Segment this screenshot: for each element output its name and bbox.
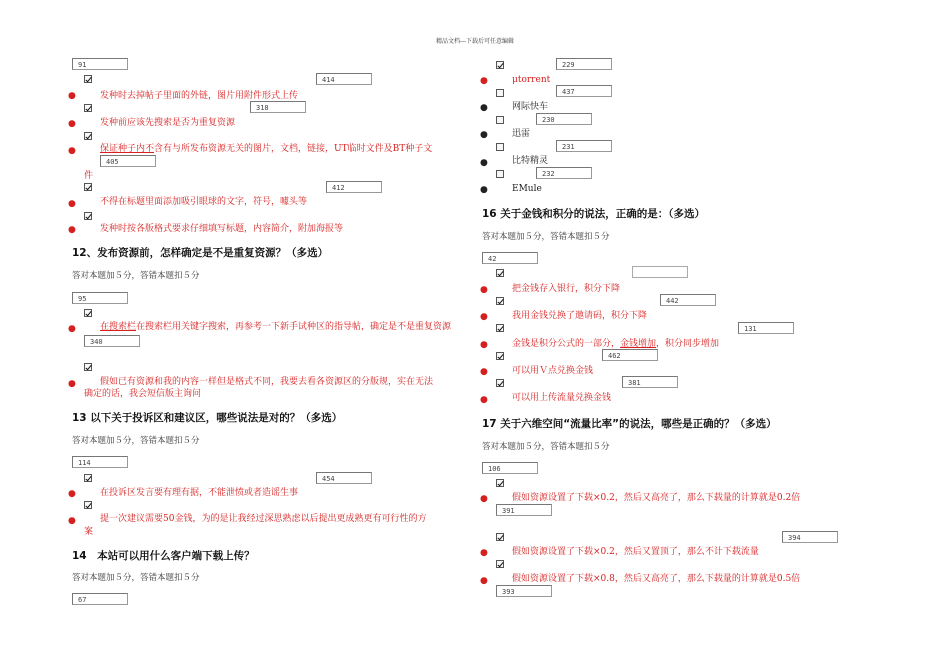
- bullet-icon: ●: [480, 130, 488, 140]
- bullet-icon: ●: [480, 576, 488, 586]
- checkbox[interactable]: [496, 170, 504, 178]
- answer-box[interactable]: 91: [72, 58, 128, 70]
- bullet-icon: ●: [68, 119, 76, 129]
- bullet-icon: ●: [480, 367, 488, 377]
- option-text: 金钱是积分公式的一部分，金钱增加，积分同步增加: [512, 339, 720, 349]
- answer-box[interactable]: 95: [72, 292, 128, 304]
- checkbox[interactable]: [496, 560, 504, 568]
- option-text: 提一次建议需要50金钱，为的是让我经过深思熟虑以后提出更成熟更有可行性的方: [100, 514, 427, 524]
- checkbox[interactable]: [496, 116, 504, 124]
- answer-box[interactable]: 42: [482, 252, 538, 264]
- checkbox[interactable]: [84, 183, 92, 191]
- answer-box[interactable]: 67: [72, 593, 128, 605]
- bullet-icon: ●: [480, 76, 488, 86]
- option-text: 网际快车: [512, 102, 549, 112]
- answer-box[interactable]: 454: [316, 472, 372, 484]
- bullet-icon: ●: [68, 199, 76, 209]
- answer-box[interactable]: 381: [622, 376, 678, 388]
- option-text: μtorrent: [512, 75, 551, 85]
- question-title: 13 以下关于投诉区和建议区，哪些说法是对的？（多选）: [72, 412, 343, 424]
- answer-box[interactable]: [632, 266, 688, 278]
- answer-box[interactable]: 318: [250, 101, 306, 113]
- checkbox[interactable]: [84, 309, 92, 317]
- checkbox[interactable]: [496, 89, 504, 97]
- option-text: EMule: [512, 184, 542, 194]
- answer-box[interactable]: 131: [738, 322, 794, 334]
- question-title: 12、发布资源前，怎样确定是不是重复资源？（多选）: [72, 247, 329, 259]
- answer-box[interactable]: 231: [556, 140, 612, 152]
- checkbox[interactable]: [84, 474, 92, 482]
- bullet-icon: ●: [480, 548, 488, 558]
- answer-box[interactable]: 391: [496, 504, 552, 516]
- document-header: 精品文档---下载后可任意编辑: [435, 38, 515, 45]
- answer-box[interactable]: 462: [602, 349, 658, 361]
- score-text: 答对本题加５分，答错本题扣５分: [72, 436, 200, 446]
- score-text: 答对本题加５分，答错本题扣５分: [482, 442, 610, 452]
- checkbox[interactable]: [496, 533, 504, 541]
- bullet-icon: ●: [68, 324, 76, 334]
- checkbox[interactable]: [496, 324, 504, 332]
- answer-box[interactable]: 437: [556, 85, 612, 97]
- bullet-icon: ●: [480, 285, 488, 295]
- answer-box[interactable]: 106: [482, 462, 538, 474]
- score-text: 答对本题加５分，答错本题扣５分: [482, 232, 610, 242]
- bullet-icon: ●: [480, 185, 488, 195]
- option-text: 假如资源设置了下载×0.8，然后又高亮了，那么下载量的计算就是0.5倍: [512, 574, 801, 584]
- bullet-icon: ●: [68, 489, 76, 499]
- checkbox[interactable]: [496, 352, 504, 360]
- option-text: 把金钱存入银行，积分下降: [512, 284, 621, 294]
- option-text: 可以用上传流量兑换金钱: [512, 393, 612, 403]
- checkbox[interactable]: [496, 269, 504, 277]
- option-text: 发种时去掉帖子里面的外链，图片用附件形式上传: [100, 91, 299, 101]
- question-title: 16 关于金钱和积分的说法，正确的是：（多选）: [482, 208, 706, 220]
- option-text: 确定的话，我会短信版主询问: [84, 389, 202, 399]
- answer-box[interactable]: 229: [556, 58, 612, 70]
- answer-box[interactable]: 393: [496, 585, 552, 597]
- bullet-icon: ●: [480, 494, 488, 504]
- question-title: 17 关于六维空间“流量比率”的说法，哪些是正确的？（多选）: [482, 418, 777, 430]
- score-text: 答对本题加５分，答错本题扣５分: [72, 271, 200, 281]
- checkbox[interactable]: [496, 479, 504, 487]
- option-text: 发种前应该先搜索是否为重复资源: [100, 118, 236, 128]
- bullet-icon: ●: [480, 103, 488, 113]
- answer-box[interactable]: 232: [536, 167, 592, 179]
- option-text: 可以用Ｖ点兑换金钱: [512, 366, 594, 376]
- checkbox[interactable]: [496, 143, 504, 151]
- bullet-icon: ●: [68, 91, 76, 101]
- answer-box[interactable]: 340: [84, 335, 140, 347]
- option-text: 发种时按各版格式要求仔细填写标题，内容简介，附加海报等: [100, 224, 344, 234]
- bullet-icon: ●: [480, 158, 488, 168]
- answer-box[interactable]: 442: [660, 294, 716, 306]
- bullet-icon: ●: [68, 379, 76, 389]
- checkbox[interactable]: [84, 363, 92, 371]
- answer-box[interactable]: 394: [782, 531, 838, 543]
- checkbox[interactable]: [84, 132, 92, 140]
- option-text: 假如已有资源和我的内容一样但是格式不同，我要去看各资源区的分版规，实在无法: [100, 377, 434, 387]
- option-text: 假如资源设置了下载×0.2，然后又高亮了，那么下载量的计算就是0.2倍: [512, 493, 801, 503]
- answer-box[interactable]: 114: [72, 456, 128, 468]
- bullet-icon: ●: [68, 516, 76, 526]
- checkbox[interactable]: [496, 379, 504, 387]
- checkbox[interactable]: [84, 212, 92, 220]
- answer-box[interactable]: 230: [536, 113, 592, 125]
- answer-box[interactable]: 405: [100, 155, 156, 167]
- option-text: 在投诉区发言要有理有据，不能泄愤或者造谣生事: [100, 488, 299, 498]
- checkbox[interactable]: [496, 297, 504, 305]
- checkbox[interactable]: [84, 104, 92, 112]
- option-text: 在搜索栏在搜索栏用关键字搜索，再参考一下新手试种区的指导帖，确定是不是重复资源: [100, 322, 452, 332]
- option-text: 不得在标题里面添加吸引眼球的文字，符号，噱头等: [100, 197, 308, 207]
- option-text: 比特精灵: [512, 156, 549, 166]
- checkbox[interactable]: [84, 75, 92, 83]
- answer-box[interactable]: 412: [326, 181, 382, 193]
- bullet-icon: ●: [480, 312, 488, 322]
- question-title: 14 本站可以用什么客户端下载上传？: [72, 550, 255, 562]
- checkbox[interactable]: [84, 501, 92, 509]
- option-text: 我用金钱兑换了邀请码，积分下降: [512, 311, 648, 321]
- bullet-icon: ●: [68, 225, 76, 235]
- option-text: 迅雷: [512, 129, 531, 139]
- answer-box[interactable]: 414: [316, 73, 372, 85]
- option-text: 件: [84, 171, 94, 181]
- checkbox[interactable]: [496, 61, 504, 69]
- bullet-icon: ●: [480, 340, 488, 350]
- option-text: 假如资源设置了下载×0.2，然后又置顶了，那么不计下载流量: [512, 547, 759, 557]
- score-text: 答对本题加５分，答错本题扣５分: [72, 573, 200, 583]
- bullet-icon: ●: [480, 395, 488, 405]
- option-text: 保证种子内不含有与所发布资源无关的图片，文档，链接，UT临时文件及BT种子文: [100, 144, 433, 154]
- option-text: 案: [84, 527, 94, 537]
- bullet-icon: ●: [68, 146, 76, 156]
